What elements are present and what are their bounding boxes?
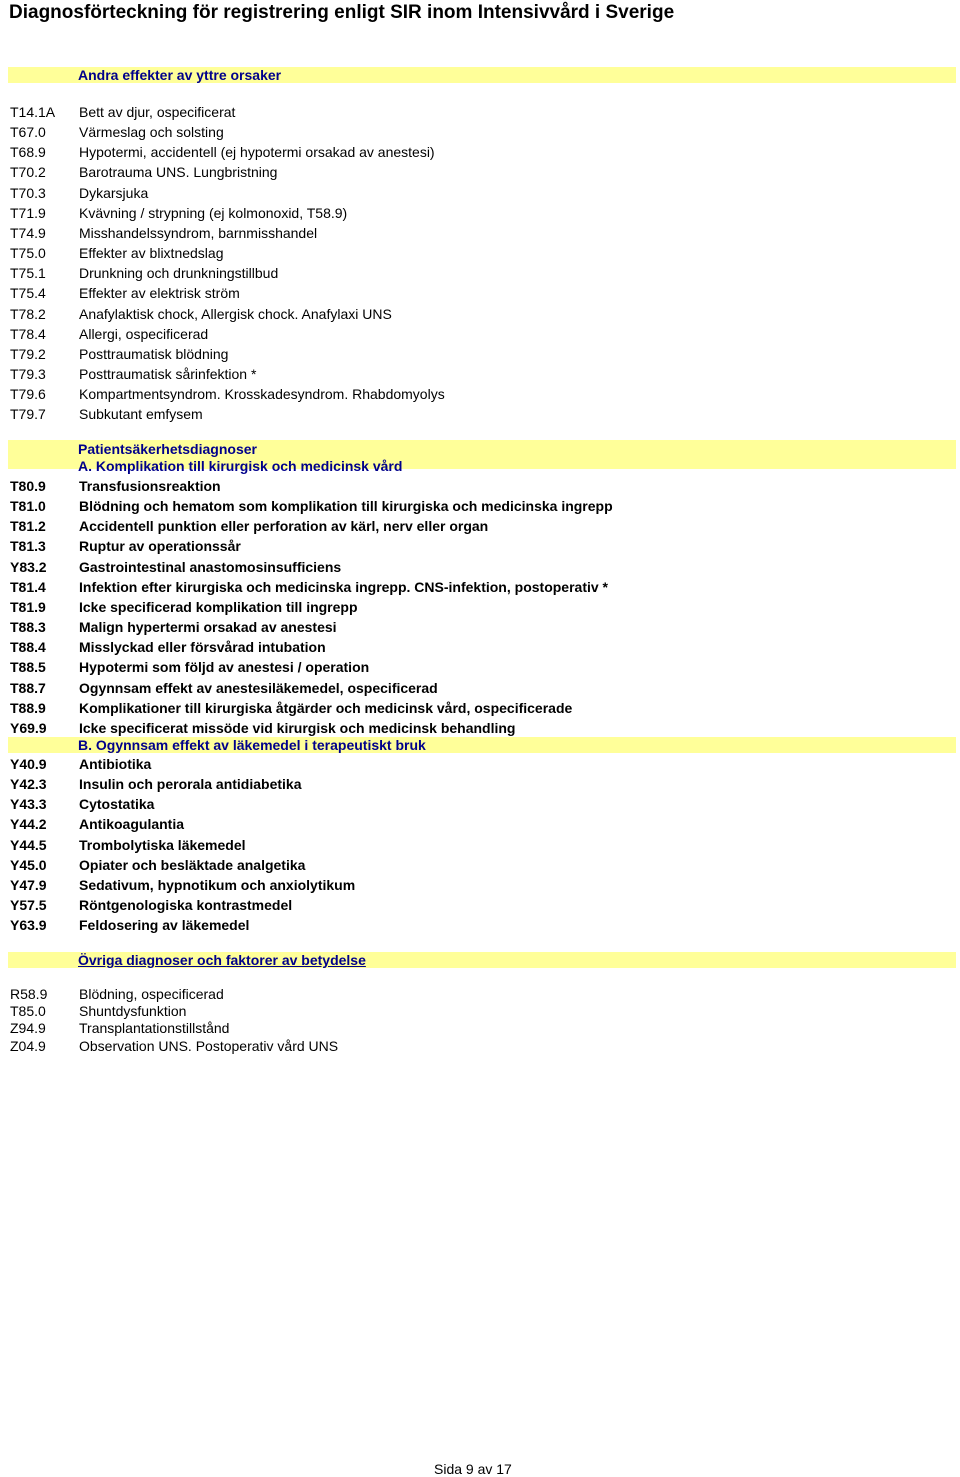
diagnosis-code: Z94.9: [10, 1020, 46, 1037]
diagnosis-description: Ruptur av operationssår: [79, 538, 241, 555]
section-heading-patient-safety: Patientsäkerhetsdiagnoser: [78, 441, 257, 457]
diagnosis-code: T79.3: [10, 365, 46, 382]
diagnosis-description: Misshandelssyndrom, barnmisshandel: [79, 224, 318, 241]
diagnosis-code: T88.3: [10, 619, 46, 636]
diagnosis-code: T88.7: [10, 679, 46, 696]
diagnosis-code: Y83.2: [10, 558, 47, 575]
diagnosis-description: Dykarsjuka: [79, 184, 149, 201]
diagnosis-description: Röntgenologiska kontrastmedel: [79, 897, 293, 914]
diagnosis-description: Kvävning / strypning (ej kolmonoxid, T58.9): [79, 204, 348, 221]
diagnosis-code: T75.1: [10, 265, 46, 282]
page-footer: Sida 9 av 17: [434, 1461, 512, 1477]
diagnosis-description: Hypotermi, accidentell (ej hypotermi orsakad av anestesi): [79, 144, 435, 161]
diagnosis-code: Y43.3: [10, 796, 47, 813]
diagnosis-code: Y47.9: [10, 876, 47, 893]
diagnosis-description: Sedativum, hypnotikum och anxiolytikum: [79, 876, 356, 893]
diagnosis-description: Observation UNS. Postoperativ vård UNS: [79, 1037, 339, 1054]
diagnosis-description: Drunkning och drunkningstillbud: [79, 265, 279, 282]
diagnosis-code: T75.0: [10, 245, 46, 262]
diagnosis-description: Infektion efter kirurgiska och medicinska ingrepp. CNS-infektion, postoperativ *: [79, 578, 608, 595]
diagnosis-description: Kompartmentsyndrom. Krosskadesyndrom. Rhabdomyolys: [79, 386, 445, 403]
diagnosis-description: Gastrointestinal anastomosinsufficiens: [79, 558, 342, 575]
diagnosis-code: T88.9: [10, 699, 46, 716]
diagnosis-code: T85.0: [10, 1003, 46, 1020]
diagnosis-description: Insulin och perorala antidiabetika: [79, 776, 302, 793]
diagnosis-code: T88.5: [10, 659, 46, 676]
diagnosis-code: T79.2: [10, 345, 46, 362]
diagnosis-code: Y40.9: [10, 756, 47, 772]
diagnosis-description: Antibiotika: [79, 756, 152, 772]
diagnosis-code: T71.9: [10, 204, 46, 221]
diagnosis-code: T14.1A: [10, 104, 56, 120]
section-heading-external: Andra effekter av yttre orsaker: [78, 67, 282, 83]
diagnosis-description: Cytostatika: [79, 796, 155, 813]
section-heading-other: Övriga diagnoser och faktorer av betydelse: [78, 952, 366, 968]
diagnosis-description: Subkutant emfysem: [79, 406, 203, 423]
diagnosis-code: T67.0: [10, 124, 46, 141]
diagnosis-code: T70.2: [10, 164, 46, 181]
diagnosis-code: T81.2: [10, 518, 46, 535]
diagnosis-description: Värmeslag och solsting: [79, 124, 224, 141]
diagnosis-code: Y42.3: [10, 776, 47, 793]
diagnosis-code: T74.9: [10, 224, 46, 241]
diagnosis-description: Antikoagulantia: [79, 816, 185, 833]
diagnosis-code: Y63.9: [10, 917, 47, 934]
diagnosis-description: Blödning och hematom som komplikation till kirurgiska och medicinska ingrepp: [79, 498, 613, 515]
diagnosis-code: R58.9: [10, 986, 48, 1002]
diagnosis-description: Posttraumatisk sårinfektion *: [79, 365, 257, 382]
diagnosis-code: T75.4: [10, 285, 46, 302]
diagnosis-description: Posttraumatisk blödning: [79, 345, 229, 362]
page-title: Diagnosförteckning för registrering enligt SIR inom Intensivvård i Sverige: [9, 2, 675, 23]
diagnosis-code: Y69.9: [10, 719, 47, 736]
diagnosis-code: T81.4: [10, 578, 46, 595]
diagnosis-description: Feldosering av läkemedel: [79, 917, 250, 934]
diagnosis-code: T78.4: [10, 325, 46, 342]
diagnosis-description: Malign hypertermi orsakad av anestesi: [79, 619, 337, 636]
diagnosis-code: Z04.9: [10, 1037, 46, 1054]
diagnosis-description: Bett av djur, ospecificerat: [79, 104, 236, 120]
diagnosis-code: Y44.5: [10, 836, 47, 853]
diagnosis-code: Y57.5: [10, 897, 47, 914]
diagnosis-description: Effekter av blixtnedslag: [79, 245, 224, 262]
diagnosis-description: Transfusionsreaktion: [79, 478, 221, 494]
diagnosis-description: Barotrauma UNS. Lungbristning: [79, 164, 278, 181]
diagnosis-description: Ogynnsam effekt av anestesiläkemedel, ospecificerad: [79, 679, 438, 696]
diagnosis-code: Y44.2: [10, 816, 47, 833]
diagnosis-description: Opiater och besläktade analgetika: [79, 856, 306, 873]
diagnosis-description: Icke specificerad komplikation till ingrepp: [79, 598, 358, 615]
diagnosis-code: T78.2: [10, 305, 46, 322]
diagnosis-description: Accidentell punktion eller perforation av kärl, nerv eller organ: [79, 518, 489, 535]
diagnosis-code: T88.4: [10, 639, 46, 656]
diagnosis-description: Trombolytiska läkemedel: [79, 836, 246, 853]
diagnosis-code: T80.9: [10, 478, 46, 494]
diagnosis-code: T68.9: [10, 144, 46, 161]
diagnosis-description: Hypotermi som följd av anestesi / operation: [79, 659, 370, 676]
diagnosis-description: Blödning, ospecificerad: [79, 986, 224, 1002]
diagnosis-description: Shuntdysfunktion: [79, 1003, 187, 1020]
diagnosis-code: T79.7: [10, 406, 46, 423]
diagnosis-description: Anafylaktisk chock, Allergisk chock. Anafylaxi UNS: [79, 305, 392, 322]
diagnosis-description: Allergi, ospecificerad: [79, 325, 209, 342]
subheading-a: A. Komplikation till kirurgisk och medicinsk vård: [78, 458, 403, 474]
diagnosis-description: Effekter av elektrisk ström: [79, 285, 240, 302]
subheading-b: B. Ogynnsam effekt av läkemedel i terapeutiskt bruk: [78, 737, 426, 753]
diagnosis-code: T79.6: [10, 386, 46, 403]
diagnosis-code: T70.3: [10, 184, 46, 201]
diagnosis-description: Icke specificerat missöde vid kirurgisk och medicinsk behandling: [79, 719, 516, 736]
diagnosis-code: T81.9: [10, 598, 46, 615]
diagnosis-code: T81.0: [10, 498, 46, 515]
diagnosis-description: Misslyckad eller försvårad intubation: [79, 639, 326, 656]
diagnosis-description: Komplikationer till kirurgiska åtgärder och medicinsk vård, ospecificerade: [79, 699, 573, 716]
diagnosis-code: Y45.0: [10, 856, 47, 873]
diagnosis-code: T81.3: [10, 538, 46, 555]
diagnosis-description: Transplantationstillstånd: [79, 1020, 230, 1037]
